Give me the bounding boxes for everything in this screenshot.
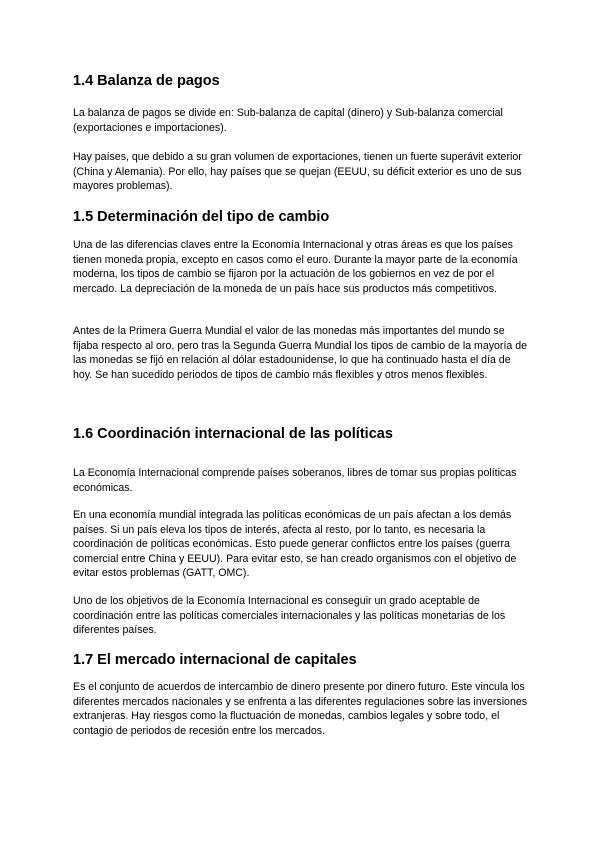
section-heading-mercado-de-capitales: 1.7 El mercado internacional de capitales (73, 652, 357, 668)
section-heading-tipo-de-cambio: 1.5 Determinación del tipo de cambio (73, 209, 330, 225)
paragraph: Una de las diferencias claves entre la Economía Internacional y otras áreas es que los países tienen moneda propia, excepto en casos como el euro. Durante la mayor parte de la economía moderna, los tipos de cambio se fijaron por la actuación de los gobiernos en vez de por el mercado. La depreciación de la moneda de un país hace sus productos más competitivos. (73, 239, 518, 295)
paragraph: En una economía mundial integrada las políticas económicas de un país afectan a los demás países. Si un país eleva los tipos de interés, afecta al resto, por lo tanto, es necesaria la coordinación de políticas económicas. Esto puede generar conflictos entre los países (guerra comercial entre China y EEUU). Para evitar esto, se han creado organismos con el objetivo de evitar estos problemas (GATT, OMC). (73, 509, 517, 580)
paragraph: Antes de la Primera Guerra Mundial el valor de las monedas más importantes del mundo se fijaba respecto al oro, pero tras la Segunda Guerra Mundial los tipos de cambio de la mayoría de las monedas se fijó en relación al dólar estadounidense, lo que ha continuado hasta el día de hoy. Se han sucedido periodos de tipos de cambio más flexibles y otros menos flexibles. (73, 325, 528, 381)
paragraph: Hay países, que debido a su gran volumen de exportaciones, tienen un fuerte superávit exterior (China y Alemania). Por ello, hay países que se quejan (EEUU, su déficit exterior es uno de sus mayores problemas). (73, 151, 522, 193)
paragraph: La balanza de pagos se divide en: Sub-balanza de capital (dinero) y Sub-balanza comercial (exportaciones e importaciones). (73, 107, 503, 134)
section-heading-balanza-de-pagos: 1.4 Balanza de pagos (73, 73, 220, 89)
paragraph: La Economía Internacional comprende países soberanos, libres de tomar sus propias políticas económicas. (73, 467, 517, 494)
section-heading-coordinacion-internacional: 1.6 Coordinación internacional de las políticas (73, 426, 393, 442)
paragraph: Es el conjunto de acuerdos de intercambio de dinero presente por dinero futuro. Este vincula los diferentes mercados nacionales y se enfrenta a las diferentes regulaciones sobre las inversiones extranjeras. Hay riesgos como la fluctuación de monedas, cambios legales y sobre todo, el contagio de periodos de recesión entre los mercados. (73, 681, 528, 737)
paragraph: Uno de los objetivos de la Economía Internacional es conseguir un grado aceptable de coordinación entre las políticas comerciales internacionales y las políticas monetarias de los diferentes países. (73, 595, 506, 637)
